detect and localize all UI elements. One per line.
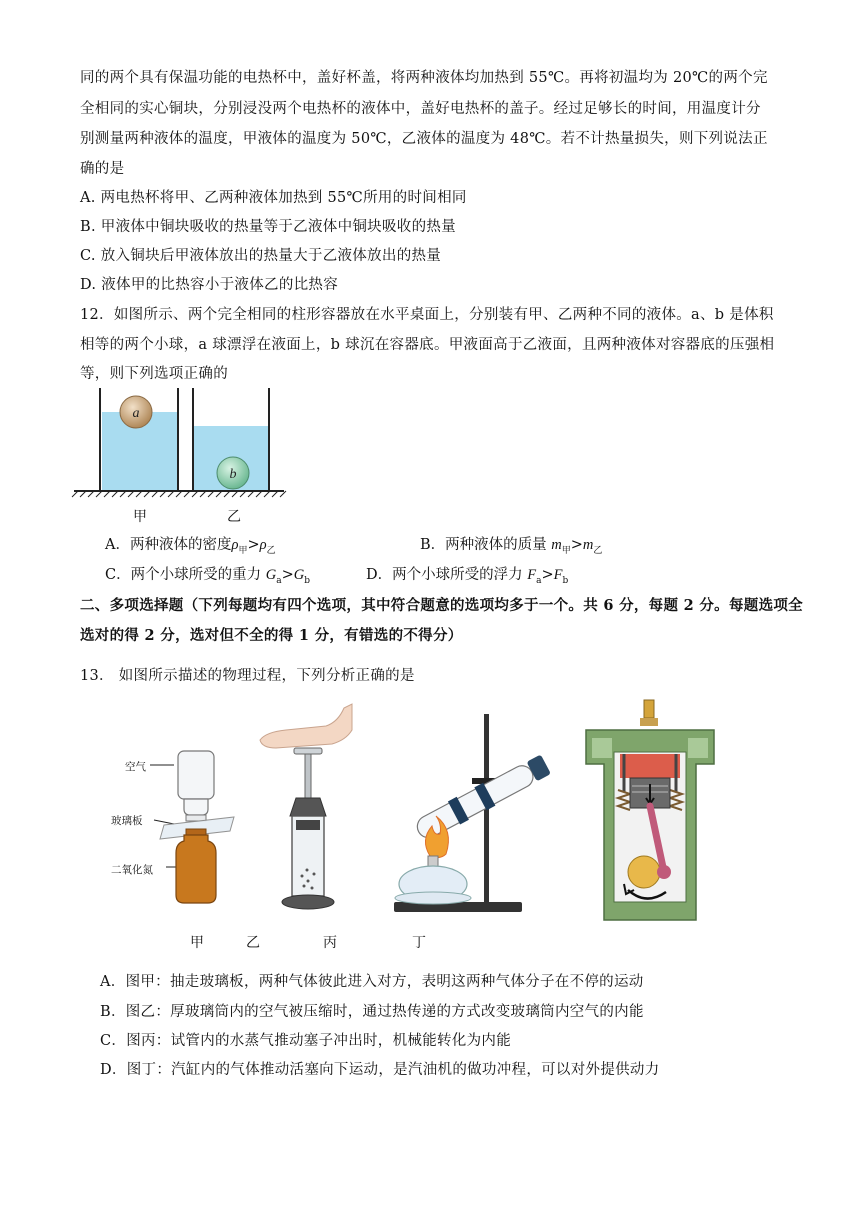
section2-heading-line-2: 选对的得 2 分，选对但不全的得 1 分，有错选的不得分）	[80, 627, 463, 644]
container-label-jia: 甲	[133, 509, 147, 525]
no2-bottle	[176, 835, 216, 903]
q13-option-c: C．图丙：试管内的水蒸气推动塞子冲出时，机械能转化为内能	[100, 1033, 511, 1049]
q13-option-a: A．图甲：抽走玻璃板，两种气体彼此进入对方，表明这两种气体分子在不停的运动	[100, 974, 644, 990]
g-sub-b: b	[304, 575, 310, 586]
caption-ding: 丁	[412, 935, 426, 951]
f-sub-a: a	[536, 575, 542, 586]
label-glass-plate: 玻璃板	[111, 815, 143, 827]
caption-yi: 乙	[246, 935, 260, 951]
figure-bing-test-tube	[390, 708, 570, 916]
figure-jia-diffusion	[150, 745, 240, 915]
g-sub-a: a	[276, 575, 282, 586]
gt-sign: >	[281, 567, 294, 583]
q12-option-d	[366, 563, 568, 586]
m-symbol-2: m	[582, 537, 594, 553]
q13-stem: 13． 如图所示描述的物理过程，下列分析正确的是	[80, 668, 415, 684]
q12-option-b-text: B．两种液体的质量	[420, 537, 552, 553]
f-symbol-2: F	[553, 567, 563, 583]
m-symbol: m	[551, 537, 562, 553]
q11-line-1: 同的两个具有保温功能的电热杯中，盖好杯盖，将两种液体均加热到 55℃。再将初温均为 20℃的两个完	[80, 70, 768, 86]
q12-line-1: 12．如图所示、两个完全相同的柱形容器放在水平桌面上，分别装有甲、乙两种不同的液体。a、b 是体积	[80, 307, 774, 323]
q11-line-4: 确的是	[80, 161, 125, 177]
q11-option-a: A. 两电热杯将甲、乙两种液体加热到 55℃所用的时间相同	[80, 190, 467, 206]
q12-option-b	[420, 533, 602, 556]
ball-b-label: b	[229, 467, 237, 482]
f-symbol: F	[527, 567, 537, 583]
q12-option-a	[105, 533, 276, 556]
figure-yi-compression	[256, 700, 356, 912]
rho-symbol-2: ρ	[259, 537, 267, 553]
m-sub-jia: 甲	[561, 545, 571, 556]
q11-line-3: 别测量两种液体的温度，甲液体的温度为 50℃，乙液体的温度为 48℃。若不计热量损失，则下列说法正	[80, 131, 768, 147]
q12-option-d-text: D．两个小球所受的浮力	[366, 567, 528, 583]
q11-option-b: B. 甲液体中铜块吸收的热量等于乙液体中铜块吸收的热量	[80, 219, 456, 235]
caption-bing: 丙	[323, 935, 337, 951]
q11-option-c: C. 放入铜块后甲液体放出的热量大于乙液体放出的热量	[80, 248, 442, 264]
rho-sub-jia: 甲	[238, 545, 248, 556]
rho-sub-yi: 乙	[266, 545, 276, 556]
figure-ding-engine	[580, 694, 720, 922]
label-no2: 二氧化氮	[111, 864, 153, 876]
caption-jia: 甲	[190, 935, 204, 951]
hand-illustration	[260, 704, 352, 748]
label-air: 空气	[125, 761, 146, 773]
q11-option-d: D. 液体甲的比热容小于液体乙的比热容	[80, 277, 339, 293]
q12-option-c-text: C．两个小球所受的重力	[105, 567, 266, 583]
f-sub-b: b	[562, 575, 569, 586]
q13-option-b: B．图乙：厚玻璃筒内的空气被压缩时，通过热传递的方式改变玻璃筒内空气的内能	[100, 1004, 644, 1020]
q12-line-3: 等，则下列选项正确的	[80, 366, 228, 382]
q12-option-a-text: A．两种液体的密度	[105, 537, 232, 553]
ball-a-label: a	[132, 406, 140, 421]
gt-sign: >	[247, 537, 260, 553]
q11-line-2: 全相同的实心铜块，分别浸没两个电热杯的液体中，盖好电热杯的盖子。经过足够长的时间，用温度计分	[80, 101, 761, 117]
section2-heading-line-1: 二、多项选择题（下列每题均有四个选项，其中符合题意的选项均多于一个。共 6 分，每题 2 分。每题选项全	[80, 597, 803, 614]
m-sub-yi: 乙	[593, 545, 603, 556]
gt-sign: >	[570, 537, 583, 553]
g-symbol: G	[265, 567, 277, 583]
rho-symbol: ρ	[231, 537, 239, 553]
q12-option-c	[105, 563, 310, 586]
gt-sign: >	[541, 567, 554, 583]
g-symbol-2: G	[293, 567, 305, 583]
container-label-yi: 乙	[227, 509, 241, 525]
q12-containers-figure	[72, 388, 292, 498]
q12-line-2: 相等的两个小球，a 球漂浮在液面上，b 球沉在容器底。甲液面高于乙液面，且两种液体对容器底的压强相	[80, 337, 775, 353]
q13-option-d: D．图丁：汽缸内的气体推动活塞向下运动，是汽油机的做功冲程，可以对外提供动力	[100, 1062, 660, 1078]
